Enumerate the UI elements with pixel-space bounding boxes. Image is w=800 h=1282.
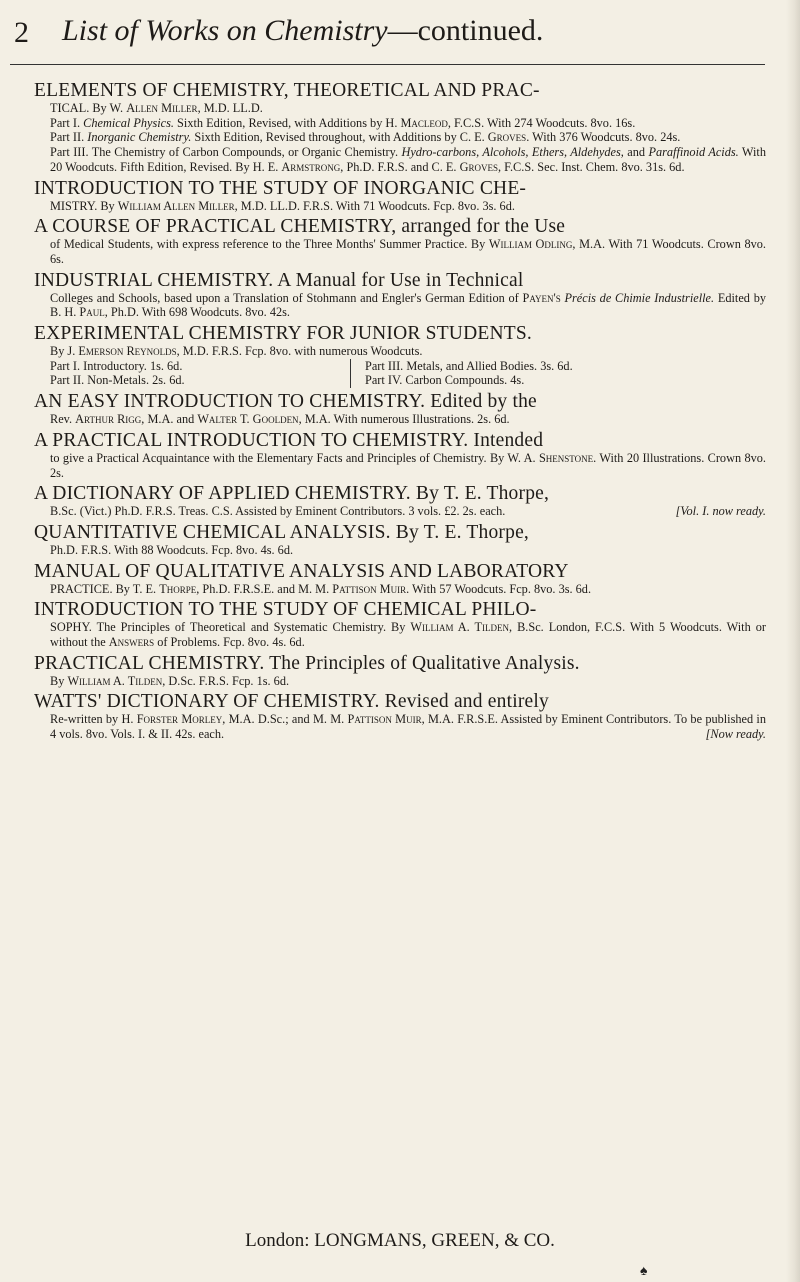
text-run: , Ph.D. F.R.S. and C. E.	[340, 159, 460, 174]
entry-title: WATTS' DICTIONARY OF CHEMISTRY. Revised and entirely	[34, 691, 549, 713]
text-run: B.Sc. (Vict.) Ph.D. F.R.S. Treas. C.S. Assisted by Eminent Contributors. 3 vols. £2. 2s. each.	[50, 504, 506, 519]
text-run: With 20 Woodcuts. Fifth Edition, Revised. By H. E.	[50, 145, 766, 174]
entry-title: A PRACTICAL INTRODUCTION TO CHEMISTRY. Intended	[34, 429, 544, 451]
book-entry	[34, 323, 766, 388]
text-run: William Odling	[488, 237, 573, 252]
text-run: to give a Practical Acquaintance with the Elementary Facts and Principles of Chemistry. By W. A.	[50, 450, 539, 465]
part-item: Part II. Non-Metals. 2s. 6d.	[50, 373, 185, 388]
text-run: Part II.	[50, 130, 88, 145]
text-run: Rev.	[50, 412, 76, 427]
book-entry	[34, 216, 766, 266]
text-run: Part I.	[50, 115, 84, 130]
text-run: PRACTICE. By T. E.	[50, 581, 160, 596]
text-run: Sixth Edition, Revised throughout, with Additions by C. E.	[191, 130, 488, 145]
text-run: , D.Sc. F.R.S. Fcp. 1s. 6d.	[162, 673, 290, 688]
entry-title: INTRODUCTION TO THE STUDY OF INORGANIC CHE-	[34, 177, 527, 199]
text-run: Colleges and Schools, based upon a Translation of Stohmann and Engler's German Edition of	[50, 290, 523, 305]
entry-title: A COURSE OF PRACTICAL CHEMISTRY, arranged for the Use	[34, 216, 566, 238]
entry-description	[34, 582, 766, 597]
entry-description	[34, 674, 766, 689]
book-entry	[34, 561, 766, 597]
text-run: , M.D. LL.D.	[197, 101, 263, 115]
text-run: William A. Tilden	[410, 620, 510, 635]
entry-title: PRACTICAL CHEMISTRY. The Principles of Qualitative Analysis.	[34, 652, 580, 674]
text-run: Re-written by H.	[50, 712, 137, 727]
text-run: Chemical Physics.	[83, 115, 174, 130]
text-run: By	[50, 673, 68, 688]
page-header	[14, 12, 774, 62]
volume-part	[34, 145, 766, 174]
header-rule	[10, 64, 765, 65]
text-run: . With 376 Woodcuts. 8vo. 24s.	[526, 130, 681, 145]
entry-description	[34, 620, 766, 649]
text-run: Payen's	[522, 290, 561, 305]
page-number: 2	[14, 16, 29, 49]
text-run: , M.A. F.R.S.E. Assisted by Eminent Contributors. To be published in 4 vols. 8vo. Vols. I. & II. 42s. each.	[50, 712, 766, 742]
text-run: Groves	[487, 130, 527, 145]
running-title	[62, 14, 543, 48]
publisher-imprint: London: LONGMANS, GREEN, & CO.	[245, 1230, 555, 1251]
text-run: Arthur Rigg	[75, 412, 142, 427]
book-entry	[34, 430, 766, 480]
text-run: Pattison Muir	[347, 712, 422, 727]
availability-note: [Vol. I. now ready.	[675, 504, 766, 519]
entry-title: INTRODUCTION TO THE STUDY OF CHEMICAL PHILO-	[34, 599, 537, 621]
text-run: , M.A. D.Sc.; and M. M.	[222, 712, 348, 727]
parts-column-right	[350, 359, 665, 388]
entry-description	[34, 344, 766, 359]
book-list	[34, 80, 766, 745]
text-run: SOPHY. The Principles of Theoretical and Systematic Chemistry. By	[50, 620, 411, 635]
book-entry	[34, 522, 766, 558]
availability-note: [Now ready.	[705, 727, 766, 742]
text-run: William A. Tilden	[67, 673, 163, 688]
text-run: of Problems. Fcp. 8vo. 4s. 6d.	[154, 635, 305, 650]
book-entry	[34, 483, 766, 519]
text-run: , M.A. With 71 Woodcuts. Crown 8vo. 6s.	[50, 237, 766, 266]
text-run: , B.Sc. London, F.C.S. With 5 Woodcuts. With or without the	[50, 620, 766, 650]
page-mark-icon: ♠	[640, 1264, 648, 1279]
parts-table	[34, 359, 766, 388]
part-item: Part I. Introductory. 1s. 6d.	[50, 358, 183, 373]
book-entry	[34, 653, 766, 689]
text-run: MISTRY. By	[50, 198, 118, 213]
entry-title: QUANTITATIVE CHEMICAL ANALYSIS. By T. E. Thorpe,	[34, 521, 529, 543]
entry-description	[34, 451, 766, 480]
entry-description	[34, 101, 766, 116]
entry-title: A DICTIONARY OF APPLIED CHEMISTRY. By T. E. Thorpe,	[34, 483, 550, 505]
entry-description	[34, 412, 766, 427]
text-run: Part III. The Chemistry of Carbon Compounds, or Organic Chemistry.	[50, 145, 402, 160]
book-entry	[34, 270, 766, 320]
page-edge-shadow	[786, 0, 800, 1282]
text-run: Sixth Edition, Revised, with Additions by H.	[173, 115, 401, 130]
text-run: . With 20 Illustrations. Crown 8vo. 2s.	[50, 450, 766, 480]
entry-description	[34, 504, 766, 519]
entry-description	[34, 291, 766, 320]
part-item: Part IV. Carbon Compounds. 4s.	[365, 373, 525, 388]
text-run: Emerson Reynolds	[78, 344, 177, 359]
text-run: Hydro-carbons, Alcohols, Ethers, Aldehydes,	[401, 145, 624, 160]
text-run: TICAL. By W.	[50, 101, 127, 115]
entry-title: INDUSTRIAL CHEMISTRY. A Manual for Use in Technical	[34, 269, 524, 291]
entry-title: ELEMENTS OF CHEMISTRY, THEORETICAL AND PRAC-	[34, 80, 540, 101]
text-run: Armstrong	[281, 159, 341, 174]
book-entry	[34, 178, 766, 214]
text-run: Thorpe	[159, 581, 197, 596]
parts-column-left	[50, 359, 350, 388]
text-run: , Ph.D. With 698 Woodcuts. 8vo. 42s.	[104, 305, 290, 320]
entry-title: AN EASY INTRODUCTION TO CHEMISTRY. Edited by the	[34, 391, 537, 413]
text-run: , F.C.S. With 274 Woodcuts. 8vo. 16s.	[447, 115, 636, 130]
book-entry	[34, 80, 766, 175]
book-entry	[34, 691, 766, 741]
book-entry	[34, 391, 766, 427]
text-run: By J.	[50, 344, 79, 359]
text-run: , Ph.D. F.R.S.E. and M. M.	[196, 581, 333, 596]
entry-description	[34, 543, 766, 558]
text-run: Edited by B. H.	[50, 290, 767, 320]
text-run: Précis de Chimie Industrielle.	[564, 290, 715, 305]
text-run: , M.A. and	[141, 412, 198, 427]
text-run: , M.A. With numerous Illustrations. 2s. 6d.	[298, 412, 510, 427]
text-run: , M.D. LL.D. F.R.S. With 71 Woodcuts. Fcp. 8vo. 3s. 6d.	[234, 198, 515, 213]
text-run: Answers	[108, 635, 155, 650]
text-run: . With 57 Woodcuts. Fcp. 8vo. 3s. 6d.	[406, 581, 592, 596]
volume-part	[34, 116, 766, 131]
text-run: Walter T. Goolden	[197, 412, 299, 427]
text-run: , M.D. F.R.S. Fcp. 8vo. with numerous Woodcuts.	[176, 344, 423, 359]
text-run: Ph.D. F.R.S. With 88 Woodcuts. Fcp. 8vo. 4s. 6d.	[50, 542, 294, 557]
running-title-continued: —continued.	[387, 14, 544, 47]
text-run: Pattison Muir	[332, 581, 407, 596]
entry-description	[34, 712, 766, 741]
entry-description	[34, 199, 766, 214]
running-title-main: List of Works on Chemistry	[62, 14, 388, 47]
text-run: Paul	[79, 305, 105, 320]
entry-title: EXPERIMENTAL CHEMISTRY FOR JUNIOR STUDENTS.	[34, 323, 532, 345]
text-run: and	[623, 145, 649, 160]
entry-title: MANUAL OF QUALITATIVE ANALYSIS AND LABORATORY	[34, 560, 569, 582]
text-run: of Medical Students, with express reference to the Three Months' Summer Practice. By	[50, 237, 489, 252]
text-run: Inorganic Chemistry.	[87, 130, 192, 145]
text-run: William Allen Miller	[117, 198, 235, 213]
text-run: Groves	[459, 159, 498, 174]
text-run: Forster Morley	[136, 712, 223, 727]
text-run: Paraffinoid Acids.	[648, 145, 739, 160]
text-run: , F.C.S. Sec. Inst. Chem. 8vo. 31s. 6d.	[497, 159, 685, 174]
entry-description	[34, 237, 766, 266]
part-item: Part III. Metals, and Allied Bodies. 3s. 6d.	[365, 358, 573, 373]
book-entry	[34, 599, 766, 649]
text-run: Shenstone	[538, 450, 594, 465]
text-run: Macleod	[400, 115, 448, 130]
volume-part	[34, 130, 766, 145]
text-run: Allen Miller	[126, 101, 198, 115]
